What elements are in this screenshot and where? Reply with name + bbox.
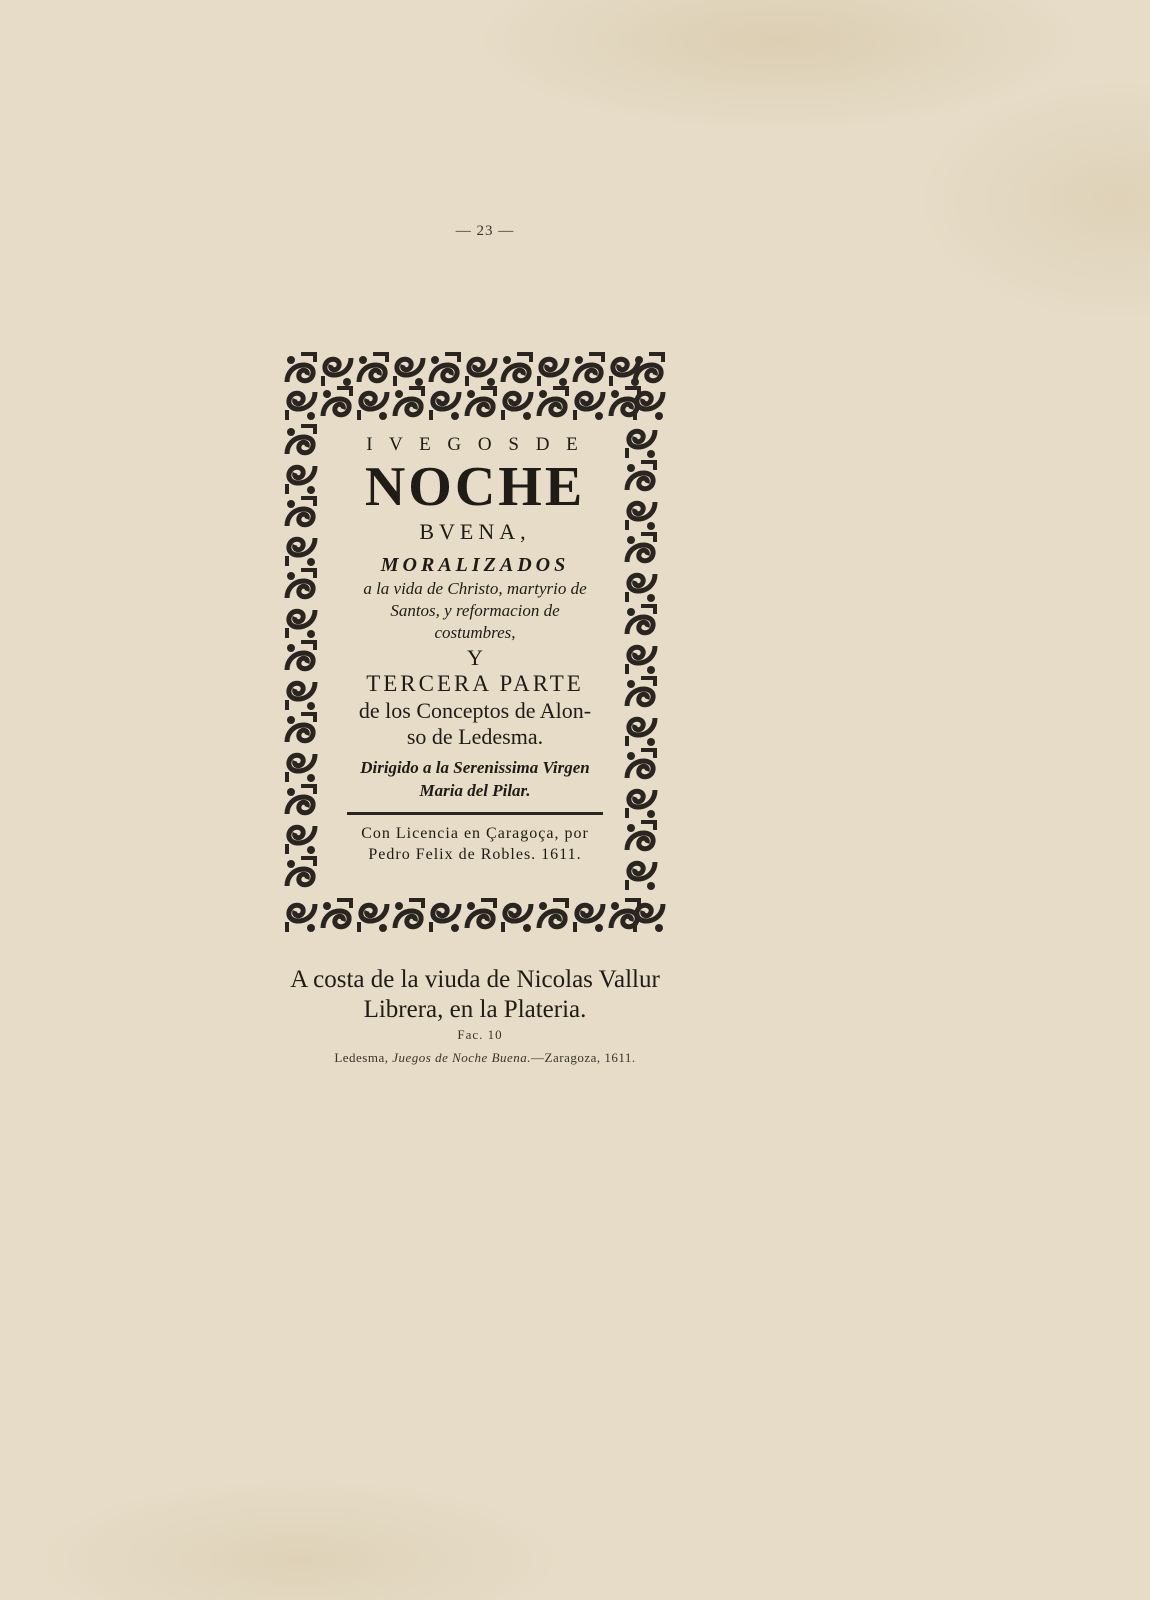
bottom-imprint-line-2: Librera, en la Plateria. [363, 996, 587, 1023]
title-line-1: I V E G O S D E [366, 434, 584, 455]
title-page-text [339, 432, 611, 865]
title-line-10: de los Conceptos de Alon- [358, 698, 592, 723]
dedication-line-2: Maria del Pilar. [419, 781, 531, 800]
caption-work: Juegos de Noche Buena. [392, 1050, 532, 1065]
title-line-8: Y [467, 645, 483, 670]
title-line-9: TERCERA PARTE [366, 671, 584, 696]
title-line-5: a la vida de Christo, martyrio de [363, 579, 587, 598]
bottom-imprint-line-1: A costa de la viuda de Nicolas Vallur [290, 966, 660, 993]
caption-place-date: —Zaragoza, 1611. [531, 1050, 636, 1065]
bottom-imprint [283, 965, 667, 1025]
imprint-line-1: Con Licencia en Çaragoça, por [361, 825, 589, 842]
imprint-line-2: Pedro Felix de Robles. 1611. [368, 846, 582, 863]
facsimile-label: Fac. 10 [457, 1027, 503, 1042]
title-line-6: Santos, y reformacion de [390, 601, 560, 620]
page-number: — 23 — [455, 223, 515, 239]
caption-author: Ledesma, [334, 1050, 389, 1065]
title-line-11: so de Ledesma. [406, 724, 544, 749]
title-line-7: costumbres, [434, 623, 516, 642]
title-page-facsimile [283, 352, 667, 962]
caption [250, 1050, 720, 1066]
dedication-line-1: Dirigido a la Serenissima Virgen [360, 758, 590, 777]
title-line-4: MORALIZADOS [380, 554, 570, 576]
title-line-3: BVENA, [419, 519, 531, 544]
title-main-word: NOCHE [364, 456, 586, 518]
divider-rule [347, 812, 603, 815]
